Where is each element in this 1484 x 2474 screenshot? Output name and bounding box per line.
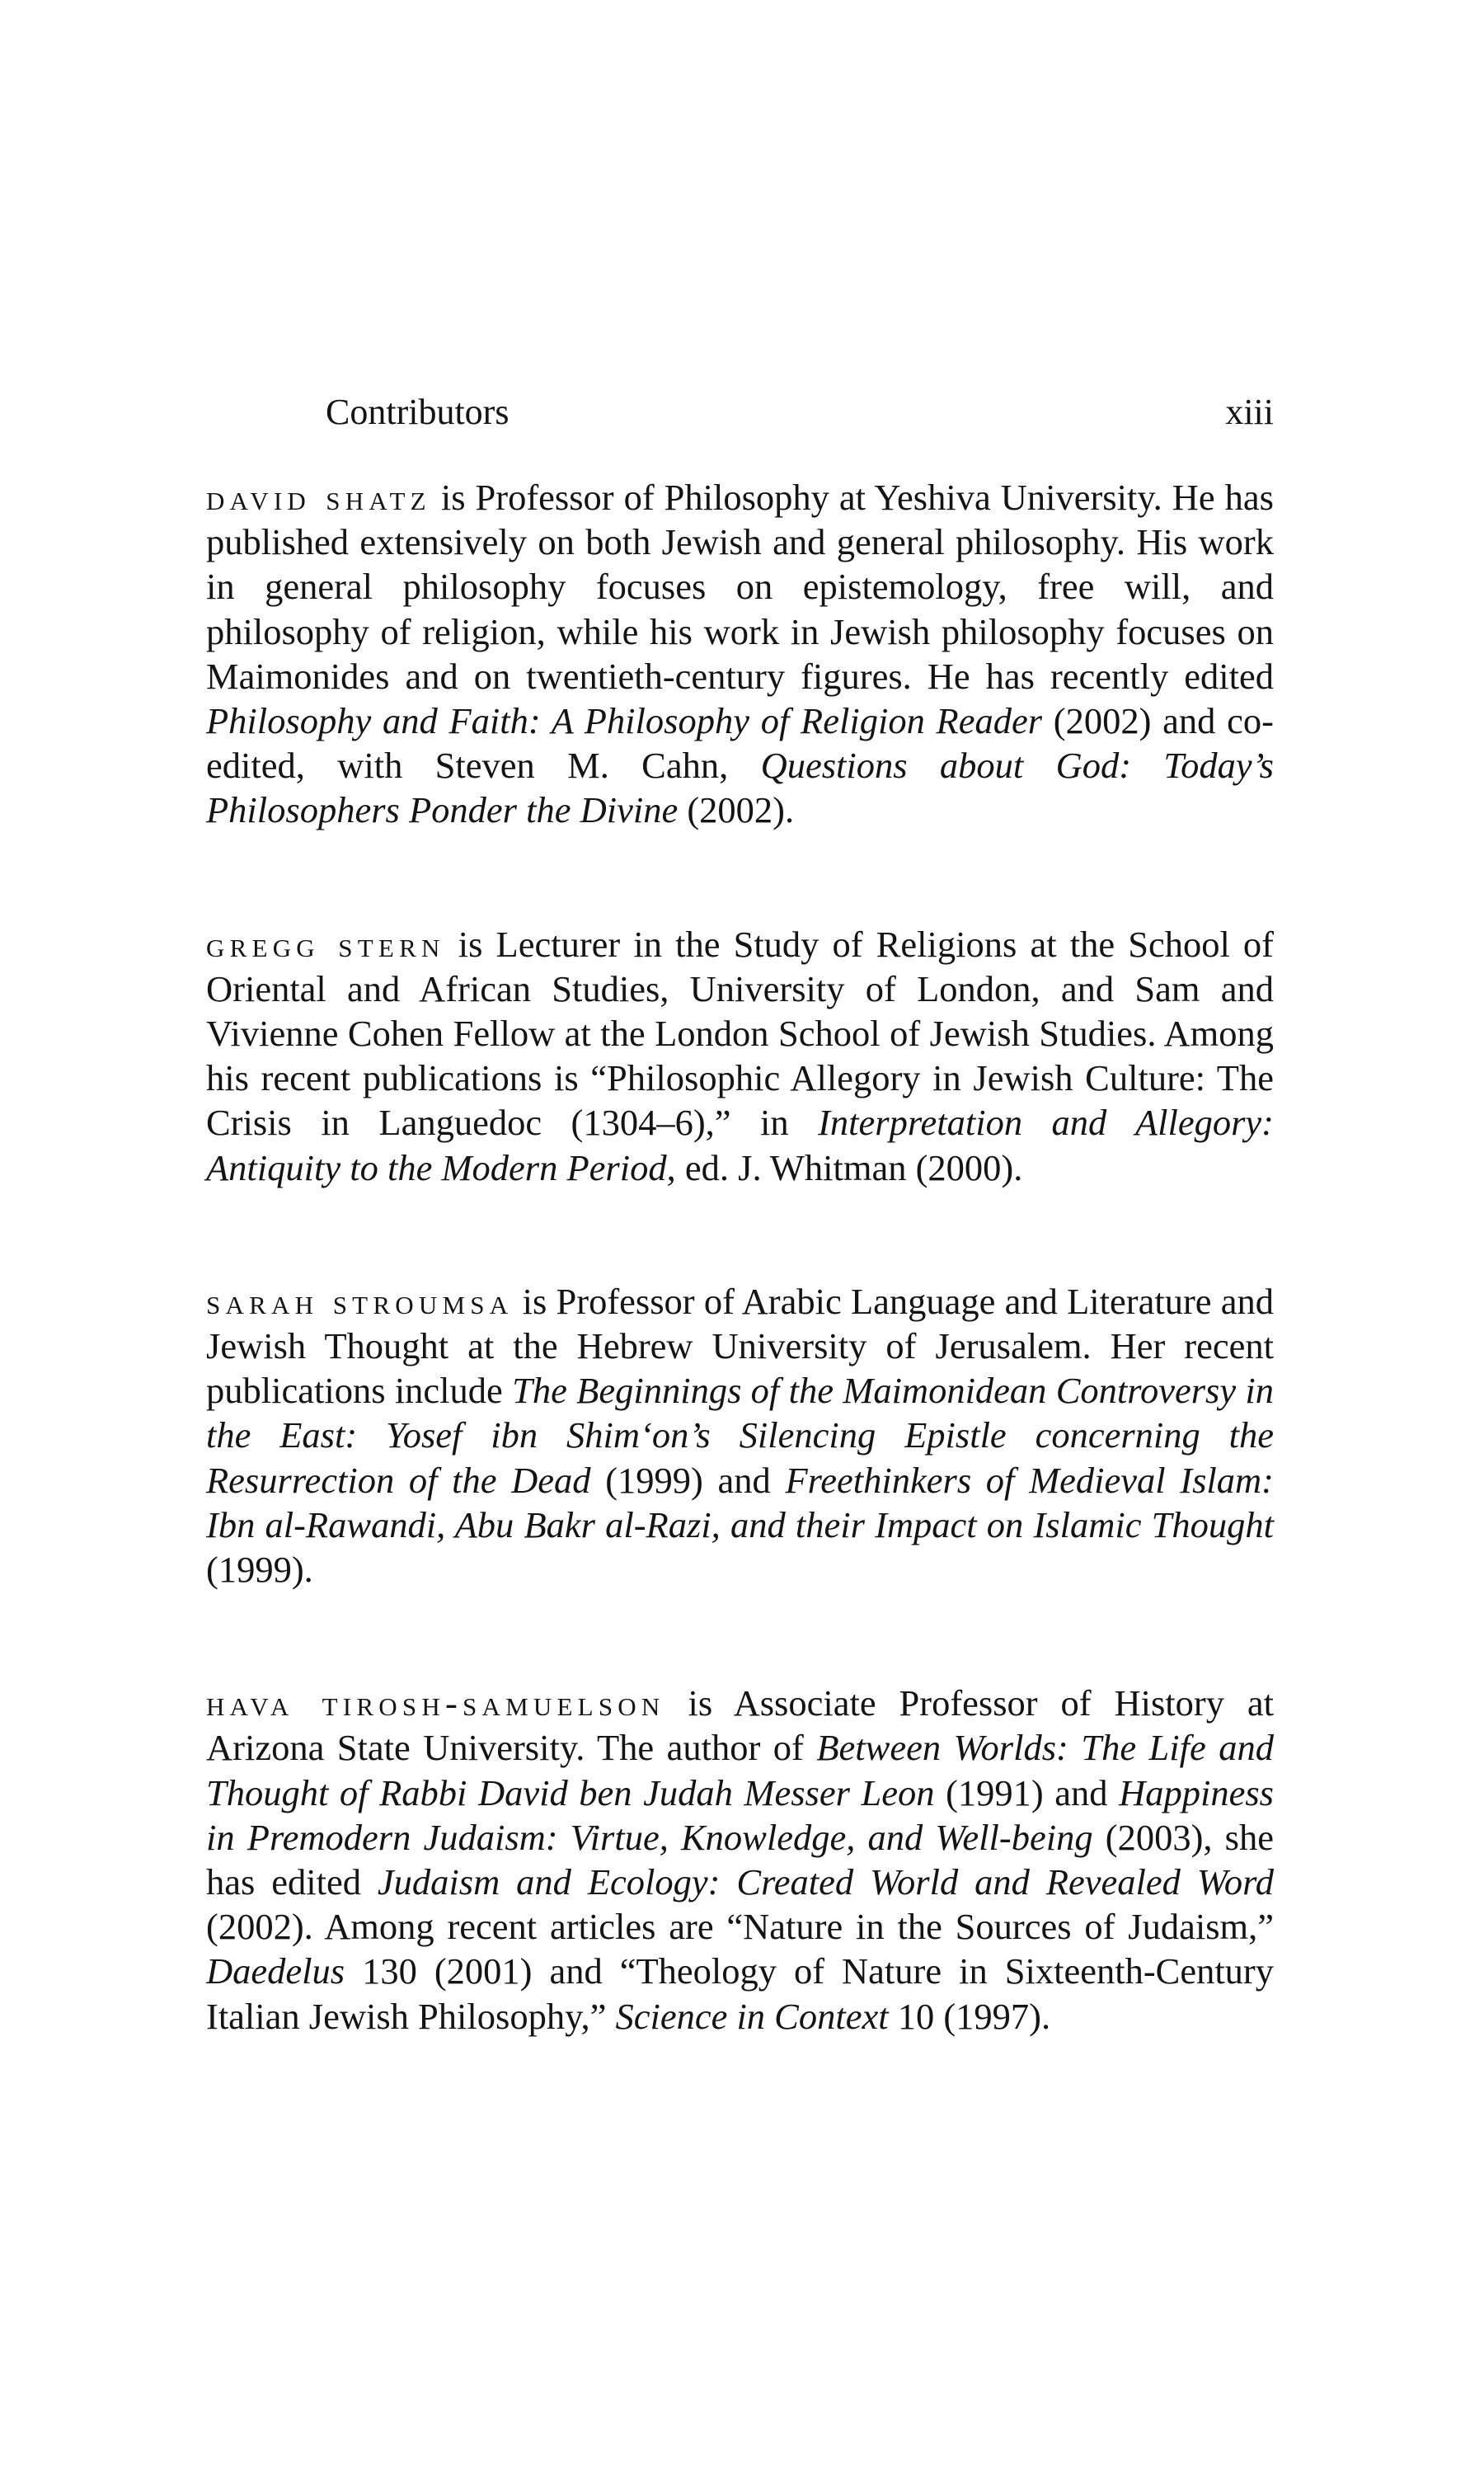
bio-text: 10 (1997).	[888, 1995, 1051, 2037]
running-head	[326, 388, 1274, 437]
contributor-name: gregg stern	[206, 923, 445, 965]
book-title: Happiness in Premodern Judaism: Virtue, Knowledge, and Well-being	[206, 1771, 1274, 1858]
journal-title: Daedelus	[206, 1950, 345, 1992]
book-title: Between Worlds: The Life and Thought of Rabbi David ben Judah Messer Leon	[206, 1727, 1274, 1813]
book-title: The Beginnings of the Maimonidean Controversy in the East: Yosef ibn Shim‘on’s Silencing Epistle concerning the Resurrection of the Dead	[206, 1370, 1274, 1501]
bio-text: (2002) and co-edited, with Steven M. Cahn,	[206, 700, 1274, 787]
contributors-list	[206, 475, 1274, 2128]
contributor-name: sarah stroumsa	[206, 1280, 514, 1322]
bio-text: (2003), she has edited	[206, 1816, 1274, 1903]
book-title: Freethinkers of Medieval Islam: Ibn al-Rawandi, Abu Bakr al-Razi, and their Impact on Islamic Thought	[206, 1459, 1274, 1545]
running-head-title: Contributors	[326, 392, 510, 432]
book-title: Interpretation and Allegory: Antiquity to the Modern Period	[206, 1102, 1274, 1188]
book-title: Judaism and Ecology: Created World and Revealed Word	[377, 1861, 1274, 1903]
contributor-entry	[206, 922, 1274, 1190]
bio-text: 130 (2001) and “Theology of Nature in Sixteenth-Century Italian Jewish Philosophy,”	[206, 1950, 1274, 2037]
bio-text: (2002).	[678, 789, 795, 831]
bio-text: (1991) and	[934, 1771, 1120, 1813]
contributor-entry	[206, 1681, 1274, 2039]
bio-text: is Professor of Arabic Language and Literature and Jewish Thought at the Hebrew University of Jerusalem. Her recent publications include	[206, 1280, 1275, 1412]
bio-text: is Professor of Philosophy at Yeshiva University. He has published extensively on both Jewish and general philosophy. His work in general philosophy focuses on epistemology, free will, and philosophy of religion, while his work in Jewish philosophy focuses on Maimonides and on twentieth-century figures. He has recently edited	[206, 477, 1274, 697]
bio-text: (1999).	[206, 1549, 313, 1591]
bio-text: , ed. J. Whitman (2000).	[666, 1146, 1023, 1188]
book-title: Questions about God: Today’s Philosophers Ponder the Divine	[206, 745, 1274, 831]
contributor-entry	[206, 1279, 1274, 1592]
contributor-name: hava tirosh-samuelson	[206, 1682, 665, 1724]
bio-text: (1999) and	[590, 1459, 786, 1501]
contributor-name: david shatz	[206, 477, 431, 518]
bio-text: is Associate Professor of History at Arizona State University. The author of	[206, 1682, 1275, 1769]
contributor-entry	[206, 475, 1274, 833]
bio-text: is Lecturer in the Study of Religions at the School of Oriental and African Studies, University of London, and Sam and Vivienne Cohen Fellow at the London School of Jewish Studies. Among his recent publications is “Philosophic Allegory in Jewish Culture: The Crisis in Languedoc (1304–6),” in	[206, 923, 1275, 1144]
bio-text: (2002). Among recent articles are “Nature in the Sources of Judaism,”	[206, 1906, 1274, 1948]
page-number: xiii	[1225, 392, 1274, 432]
journal-title: Science in Context	[615, 1995, 889, 2037]
book-title: Philosophy and Faith: A Philosophy of Religion Reader	[206, 700, 1043, 742]
